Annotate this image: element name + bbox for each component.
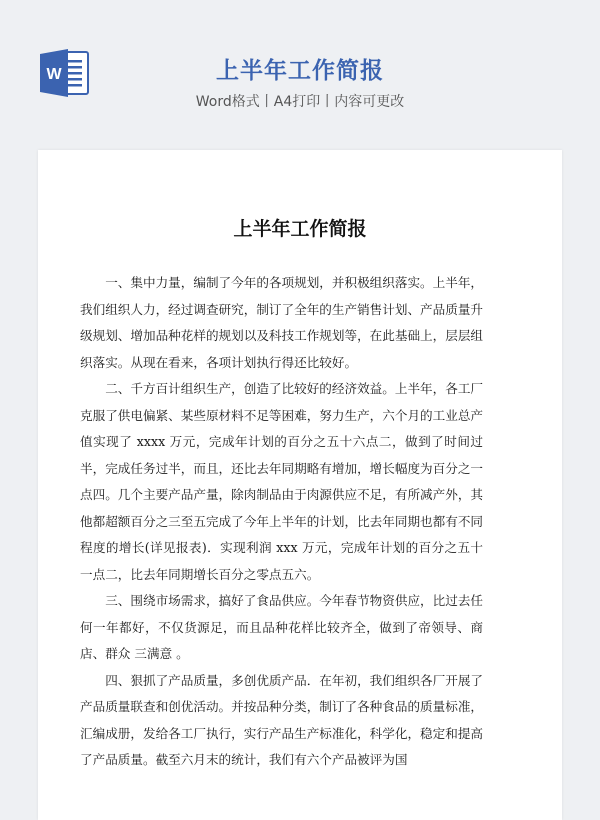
page-header	[0, 0, 600, 148]
paragraph-2: 二、千方百计组织生产，创造了比较好的经济效益。上半年，各工厂克服了供电偏紧、某些原材料不足等困难，努力生产，六个月的工业总产值实现了 xxxx 万元，完成年计划的百分之五十六点二，做到了时间过半，完成任务过半，而且，还比去年同期略有增加，增长幅度为百分之一点四。几个主要产品产量，除肉制品由于肉源供应不足，有所减产外，其他都超额百分之三至五完成了今年上半年的计划，比去年同期也都有不同程度的增长(详见报表)．实现利润 xxx 万元，完成年计划的百分之五十一点二，比去年同期增长百分之零点五六。	[80, 381, 483, 582]
paragraph-3: 三、围绕市场需求，搞好了食品供应。今年春节物资供应，比过去任何一年都好，不仅货源足，而且品种花样比较齐全，做到了帝领导、商店、群众 三满意 。	[80, 593, 483, 661]
word-icon-letter: W	[46, 66, 62, 83]
paragraph-4: 四、狠抓了产品质量，多创优质产品．在年初，我们组织各厂开展了产品质量联查和创优活动。并按品种分类，制订了各种食品的质量标准，汇编成册，发给各工厂执行，实行产品生产标准化，科学化，稳定和提高了产品质量。截至六月末的统计，我们有六个产品被评为国	[80, 672, 483, 767]
header-subtitle: Word格式丨A4打印丨内容可更改	[195, 94, 405, 110]
header-title: 上半年工作简报	[216, 58, 384, 84]
document-body	[80, 270, 483, 774]
document-title: 上半年工作简报	[233, 218, 367, 240]
paragraph-1: 一、集中力量，编制了今年的各项规划，并积极组织落实。上半年，我们组织人力，经过调查研究，制订了全年的生产销售计划、产品质量升级规划、增加品种花样的规划以及科技工作规划等，在此基础上，层层组织落实。从现在看来，各项计划执行得还比较好。	[80, 275, 483, 370]
